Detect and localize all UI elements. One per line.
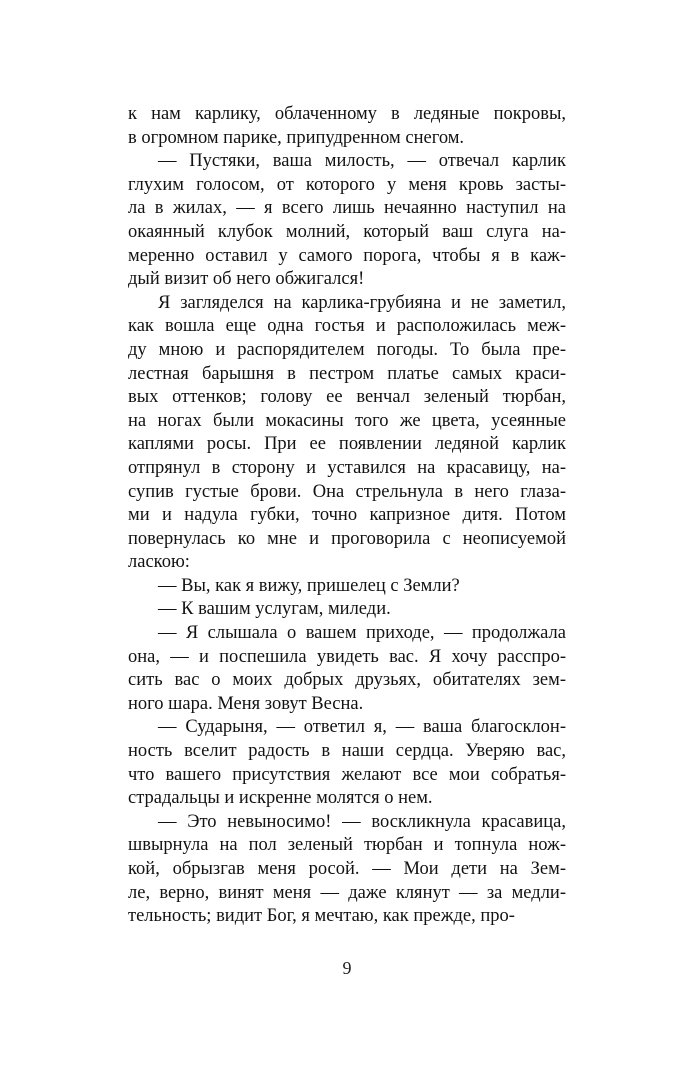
text-line: она, — и поспешила увидеть вас. Я хочу расспро- [128, 646, 566, 667]
text-line: меренно оставил у самого порога, чтобы я в каж- [128, 245, 566, 266]
text-line: отпрянул в сторону и уставился на красавицу, на- [128, 457, 566, 478]
text-line: ми и надула губки, точно капризное дитя. Потом [128, 505, 566, 526]
text-line: — Сударыня, — ответил я, — ваша благосклон- [158, 717, 566, 738]
text-line: окаянный клубок молний, который ваш слуга на- [128, 221, 566, 242]
text-line: сить вас о моих добрых друзьях, обитателях зем- [128, 670, 566, 691]
text-line: — Пустяки, ваша милость, — отвечал карлик [158, 151, 566, 172]
text-line: ного шара. Меня зовут Весна. [128, 693, 364, 714]
text-line: Я загляделся на карлика-грубияна и не заметил, [158, 292, 566, 313]
page-number: 9 [342, 958, 352, 978]
text-line: что вашего присутствия желают все мои собратья- [128, 764, 566, 785]
text-line: лестная барышня в пестром платье самых краси- [128, 363, 566, 384]
text-line: швырнула на пол зеленый тюрбан и топнула нож- [128, 835, 566, 856]
text-line: ле, верно, винят меня — даже клянут — за медли- [128, 882, 566, 903]
text-line: ду мною и распорядителем погоды. То была пре- [128, 339, 566, 360]
text-line: к нам карлику, облаченному в ледяные покровы, [128, 104, 566, 124]
text-line: — Это невыносимо! — воскликнула красавица, [158, 811, 566, 832]
text-line: ла в жилах, — я всего лишь нечаянно наступил на [128, 198, 566, 219]
text-line: на ногах были мокасины того же цвета, усеянные [128, 410, 566, 431]
text-line: повернулась ко мне и проговорила с неописуемой [128, 528, 566, 549]
text-line: — Я слышала о вашем приходе, — продолжала [158, 623, 566, 644]
text-line: ласкою: [128, 552, 190, 573]
text-line: в огромном парике, припудренном снегом. [128, 127, 465, 148]
text-line: страдальцы и искренне молятся о нем. [128, 788, 433, 809]
text-line: вых оттенков; голову ее венчал зеленый тюрбан, [128, 387, 566, 408]
text-line: супив густые брови. Она стрельнула в него глаза- [128, 481, 566, 502]
text-line: каплями росы. При ее появлении ледяной карлик [128, 434, 566, 455]
text-line: как вошла еще одна гостья и расположилась меж- [128, 316, 566, 337]
text-line: дый визит об него обжигался! [128, 269, 365, 290]
text-line: тельность; видит Бог, я мечтаю, как прежде, про- [128, 906, 515, 927]
text-line: глухим голосом, от которого у меня кровь засты- [128, 174, 566, 195]
text-line: — К вашим услугам, миледи. [158, 599, 391, 620]
text-line: кой, обрызгав меня росой. — Мои дети на Зем- [128, 859, 566, 879]
page-text [128, 103, 566, 929]
text-line: — Вы, как я вижу, пришелец с Земли? [158, 575, 460, 596]
text-line: ность вселит радость в наши сердца. Уверяю вас, [128, 741, 566, 762]
